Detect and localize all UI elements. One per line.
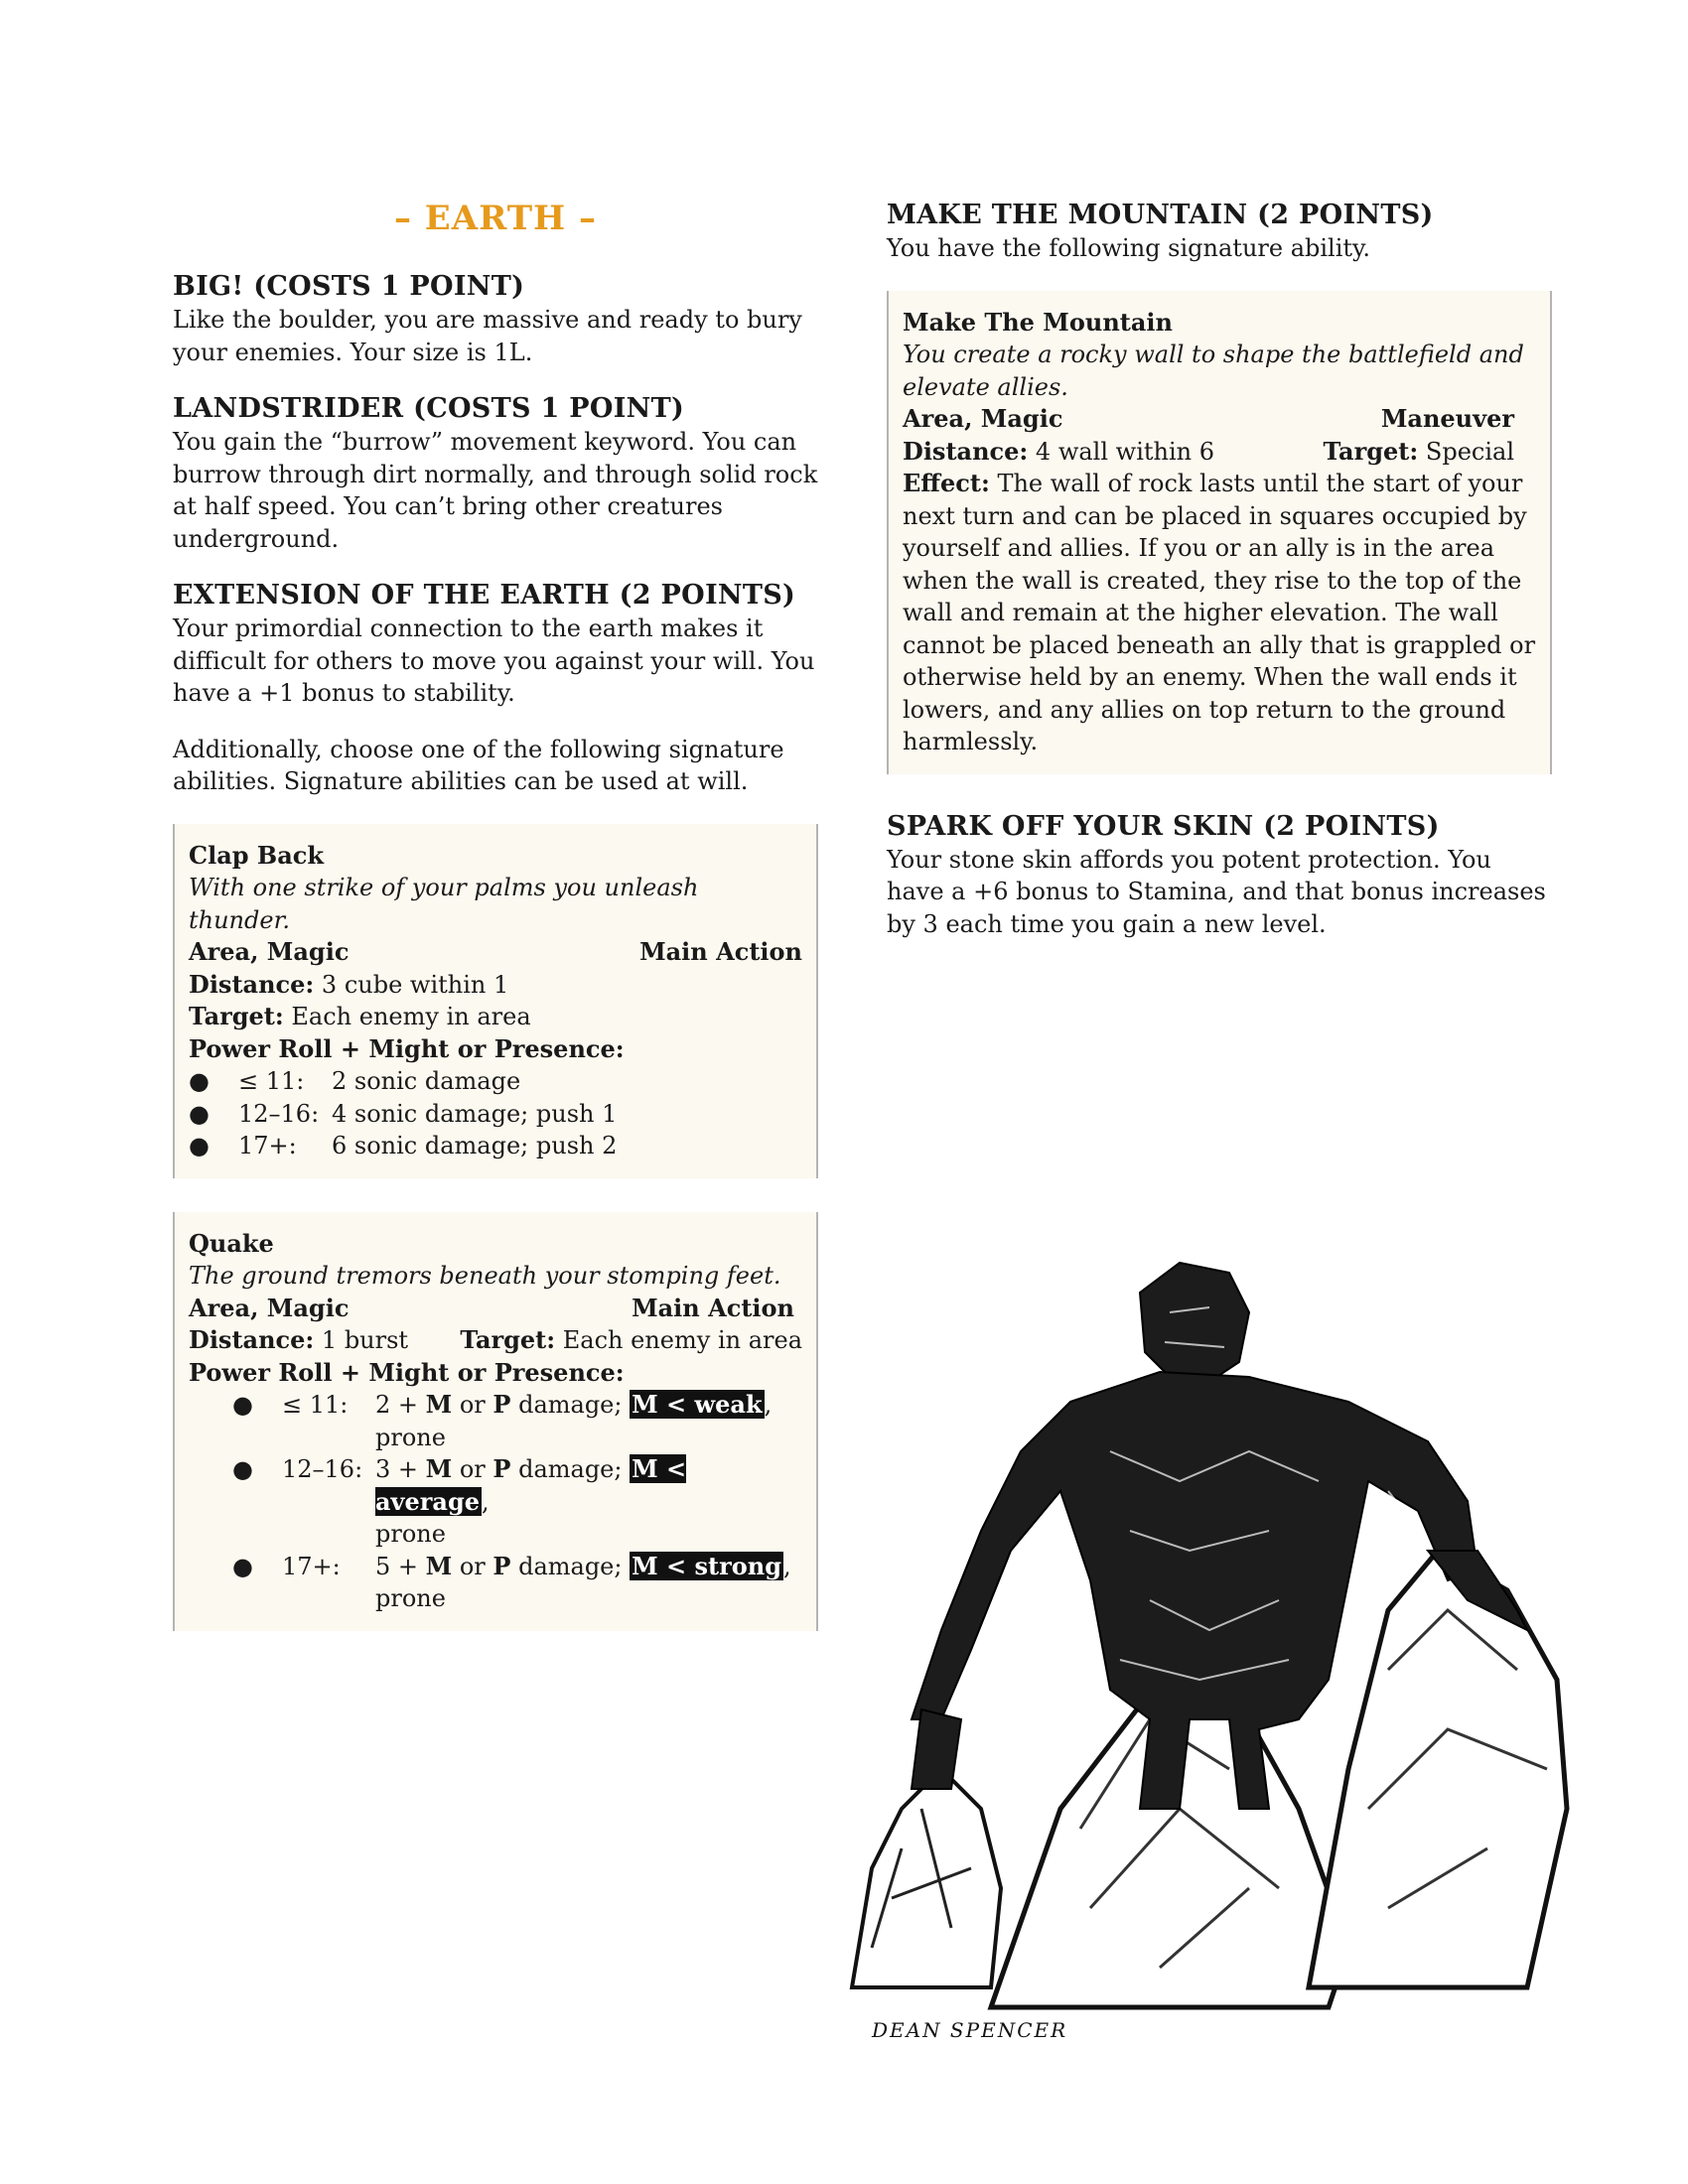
ability-name: Clap Back: [189, 840, 324, 870]
mountain-title: MAKE THE MOUNTAIN (2 POINTS): [887, 200, 1434, 230]
distance-value: 1 burst: [321, 1326, 409, 1354]
target-label: Target:: [1323, 436, 1419, 466]
target-value: Special: [1425, 437, 1514, 466]
tier-effect: 6 sonic damage; push 2: [332, 1132, 618, 1160]
tier-row: [189, 1065, 802, 1098]
bullet-icon: ●: [232, 1391, 253, 1419]
target-value: Each enemy in area: [562, 1326, 802, 1354]
tier-range: 12–16:: [238, 1099, 320, 1128]
ability-flavor: With one strike of your palms you unleash thunder.: [189, 874, 699, 934]
bullet-icon: ●: [232, 1455, 253, 1483]
tier-row: [189, 1098, 802, 1131]
ability-keywords: Area, Magic: [903, 404, 1063, 433]
make-mountain-ability-box: [887, 291, 1552, 774]
extension-title: EXTENSION OF THE EARTH (2 POINTS): [173, 580, 796, 611]
ability-flavor: The ground tremors beneath your stomping feet.: [189, 1262, 781, 1290]
extension-body-2: Additionally, choose one of the following signature abilities. Signature abilities can be used at will.: [173, 735, 784, 795]
target-label: Target:: [460, 1325, 556, 1354]
tier-range: 17+:: [282, 1552, 341, 1580]
landstrider-title: LANDSTRIDER (COSTS 1 POINT): [173, 393, 685, 424]
spark-title: SPARK OFF YOUR SKIN (2 POINTS): [887, 810, 1440, 842]
ability-action: Main Action: [639, 937, 802, 966]
ability-keywords: Area, Magic: [189, 937, 350, 966]
tier-effect: 4 sonic damage; push 1: [332, 1099, 618, 1128]
tier-row: [189, 1130, 802, 1162]
ability-name: Quake: [189, 1228, 274, 1258]
potency-highlight: M < strong: [632, 1551, 781, 1580]
big-title: BIG! (COSTS 1 POINT): [173, 271, 525, 302]
ability-flavor: You create a rocky wall to shape the battlefield and elevate allies.: [903, 341, 1524, 401]
clap-back-ability-box: [173, 824, 818, 1178]
mountain-body: You have the following signature ability.: [887, 234, 1371, 262]
distance-label: Distance:: [189, 1325, 315, 1354]
section-title: – EARTH –: [393, 199, 598, 238]
tier-effect: 2 sonic damage: [332, 1067, 521, 1095]
effect-text: The wall of rock lasts until the start of your next turn and can be placed in squares occupied by yourself and allies. If you or an ally is in the area when the wall is created, they rise to the top of the wall and remain at the higher elevation. The wall cannot be placed beneath an ally that is grappled or otherwise held by an enemy. When the wall ends it lowers, and any allies on top return to the ground harmlessly.: [903, 470, 1536, 755]
bullet-icon: ●: [189, 1099, 210, 1128]
tier-effect: 5 + M or P damage; M < strong, prone: [375, 1551, 791, 1612]
tier-row: [189, 1453, 802, 1551]
potency-highlight: M < weak: [632, 1390, 763, 1419]
target-label: Target:: [189, 1002, 284, 1030]
quake-ability-box: [173, 1212, 818, 1631]
artist-signature: DEAN SPENCER: [872, 2018, 1068, 2042]
bullet-icon: ●: [189, 1067, 210, 1095]
rock-left: [852, 1769, 1001, 1987]
power-roll: Power Roll + Might or Presence:: [189, 1357, 625, 1387]
tier-range: ≤ 11:: [282, 1391, 349, 1419]
target-value: Each enemy in area: [291, 1003, 531, 1030]
big-body: Like the boulder, you are massive and ready to bury your enemies. Your size is 1L.: [173, 306, 802, 366]
tier-row: [189, 1389, 802, 1453]
tier-row: [189, 1551, 802, 1615]
tier-range: ≤ 11:: [238, 1067, 305, 1095]
ability-keywords: Area, Magic: [189, 1293, 350, 1322]
left-column: [173, 199, 818, 1631]
distance-value: 3 cube within 1: [321, 970, 509, 999]
tier-range: 17+:: [238, 1132, 297, 1160]
distance-label: Distance:: [189, 969, 315, 999]
ability-name: Make The Mountain: [903, 307, 1173, 337]
distance-value: 4 wall within 6: [1035, 437, 1215, 466]
effect-label: Effect:: [903, 469, 990, 497]
rock-right: [1309, 1551, 1567, 1987]
tier-range: 12–16:: [282, 1455, 363, 1483]
spark-body: Your stone skin affords you potent protection. You have a +6 bonus to Stamina, and that bonus increases by 3 each time you gain a new level.: [887, 845, 1546, 938]
tier-effect: 3 + M or P damage; M < average, prone: [375, 1454, 687, 1548]
tier-effect: 2 + M or P damage; M < weak, prone: [375, 1390, 773, 1451]
right-column: [887, 199, 1552, 940]
stone-golem-illustration: [832, 1253, 1587, 2047]
bullet-icon: ●: [189, 1132, 210, 1160]
landstrider-body: You gain the “burrow” movement keyword. You can burrow through dirt normally, and through solid rock at half speed. You can’t bring other creatures underground.: [173, 428, 818, 553]
power-roll: Power Roll + Might or Presence:: [189, 1033, 625, 1063]
ability-action: Maneuver: [1380, 404, 1514, 433]
potency-highlight: M < average: [375, 1454, 687, 1516]
ability-action: Main Action: [632, 1293, 794, 1322]
distance-label: Distance:: [903, 436, 1029, 466]
bullet-icon: ●: [232, 1552, 253, 1580]
extension-body: Your primordial connection to the earth makes it difficult for others to move you against your will. You have a +1 bonus to stability.: [173, 614, 815, 707]
